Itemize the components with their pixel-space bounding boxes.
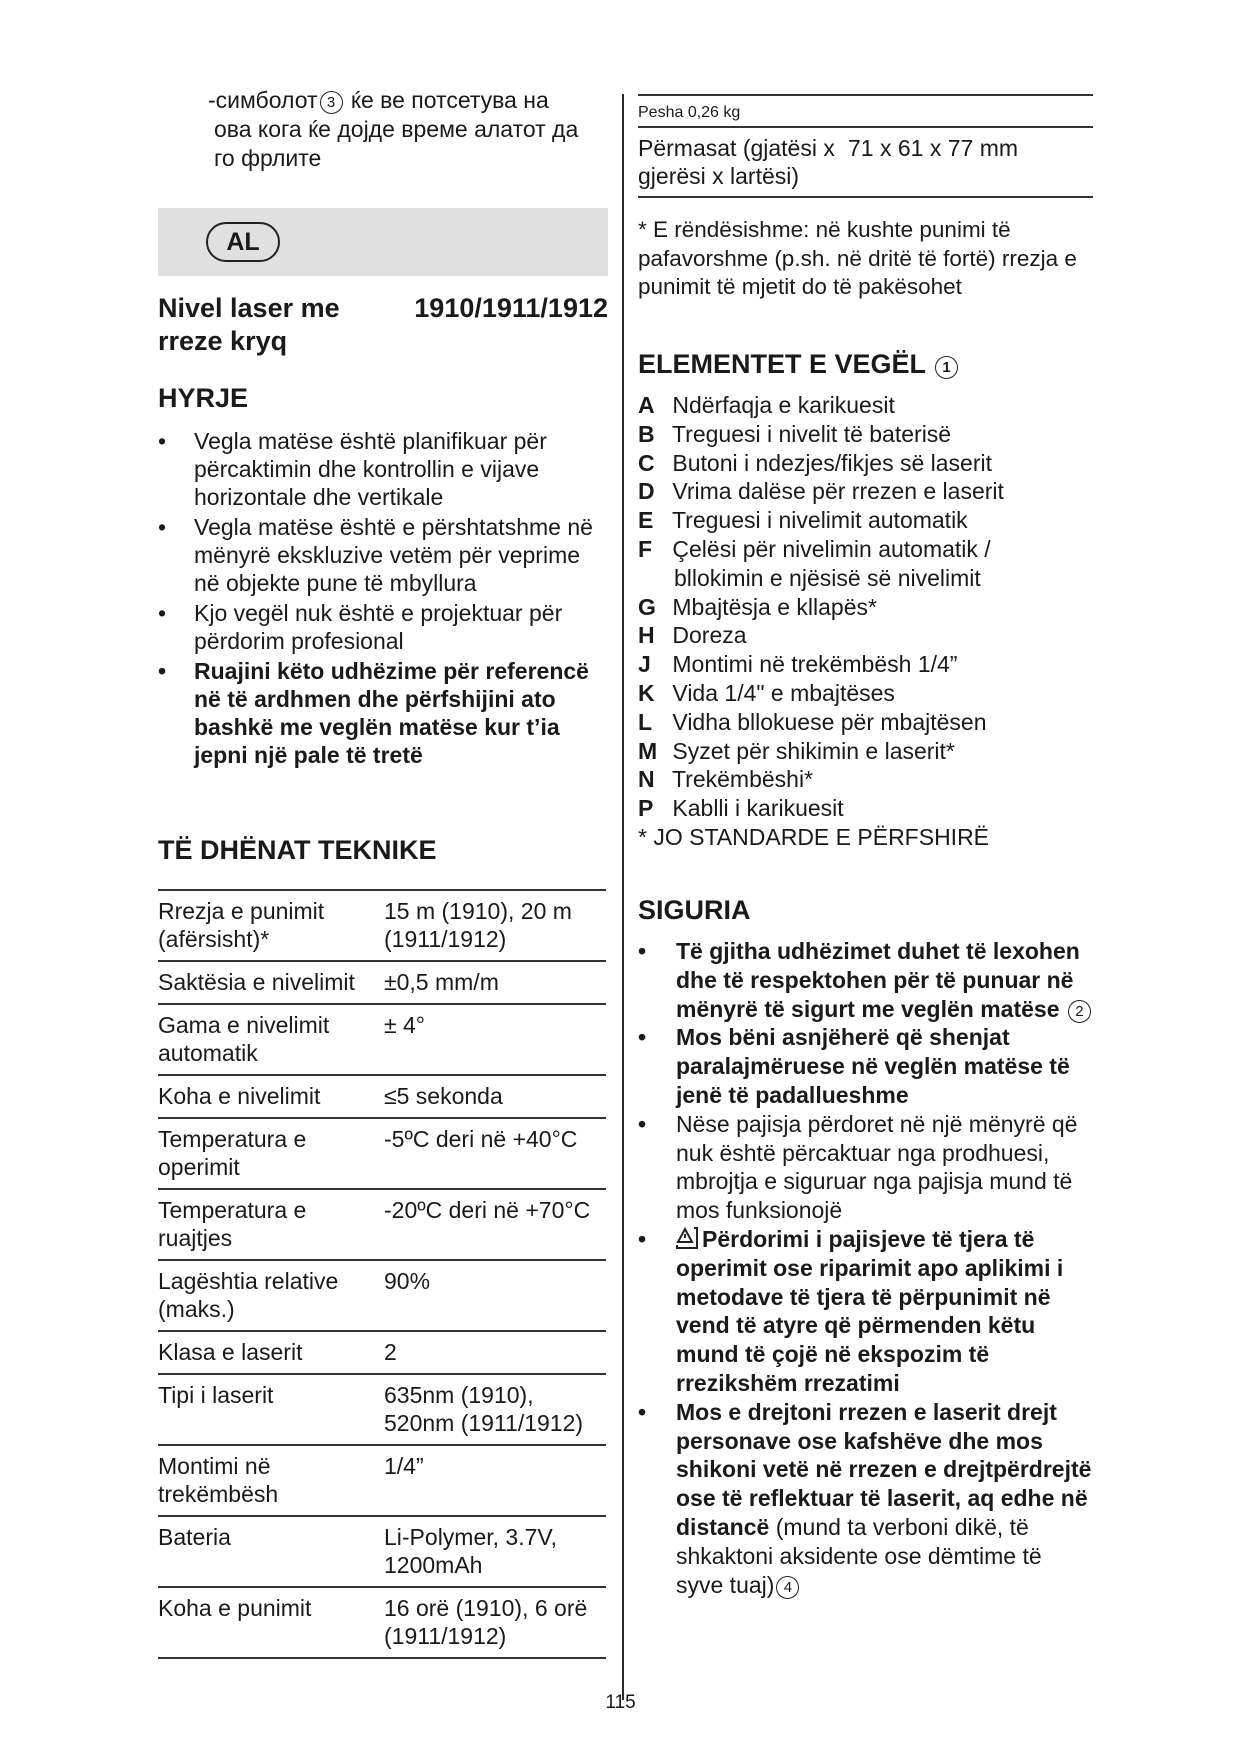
column-divider <box>622 94 624 1700</box>
hyrje-bullet: • Kjo vegël nuk është e projektuar për përdorim profesional <box>158 599 606 655</box>
elements-list <box>638 391 1093 852</box>
product-title-line2: rreze kryq <box>158 326 288 356</box>
element-item: P Kablli i karikuesit <box>638 795 844 822</box>
safety-bullet: • Nëse pajisja përdoret në një mënyrë që nuk është përcaktuar nga prodhuesi, mbrojtja e siguruar nga pajisja mund të mos funksionojë <box>638 1110 1093 1225</box>
tech-row: Saktësia e nivelimit ±0,5 mm/m <box>158 961 606 1004</box>
safety-bullet: • Mos bëni asnjëherë që shenjat paralajmëruese në veglën matëse të jenë të padallueshme <box>638 1023 1093 1109</box>
tech-row: Koha e nivelimit ≤5 sekonda <box>158 1075 606 1118</box>
dims-label: Përmasat (gjatësi x gjerësi x lartësi) <box>638 135 835 189</box>
element-item: C Butoni i ndezjes/fikjes së laserit <box>638 449 992 476</box>
right-specs <box>638 94 1093 302</box>
ref-circle-1: 1 <box>935 356 958 379</box>
language-banner <box>158 208 608 276</box>
element-item-continued: bllokimin e njësisë së nivelimit <box>674 564 981 591</box>
tech-row: Montimi në trekëmbësh 1/4” <box>158 1445 606 1516</box>
section-elements <box>638 348 1093 852</box>
elements-heading: ELEMENTET E VEGËL 1 <box>638 348 1093 381</box>
element-item: L Vidha bllokuese për mbajtësen <box>638 708 987 735</box>
dims-row <box>638 126 1093 198</box>
product-title <box>158 292 608 358</box>
element-item: N Trekëmbëshi* <box>638 766 814 793</box>
tech-row: Lagështia relative (maks.) 90% <box>158 1260 606 1331</box>
tech-row: Bateria Li-Polymer, 3.7V, 1200mAh <box>158 1516 606 1587</box>
element-item: H Doreza <box>638 622 747 649</box>
page-number: 115 <box>605 1692 636 1713</box>
safety-list <box>638 937 1093 1599</box>
element-item: A Ndërfaqja e karikuesit <box>638 392 895 418</box>
section-tech <box>158 834 606 1659</box>
weight-row: Pesha 0,26 kg <box>638 94 1093 126</box>
range-note: * E rëndësishme: në kushte punimi të pafavorshme (p.sh. në dritë të fortë) rrezja e punimit të mjetit do të pakësohet <box>638 217 1077 299</box>
product-title-line1: Nivel laser me <box>158 293 340 323</box>
safety-bullet: • Përdorimi i pajisjeve të tjera të operimit ose riparimit apo aplikimi i metodave të tjera të përpunimit në vend të atyre që përmenden këtu mund të çojë në ekspozim të rrezikshëm rrezatimi <box>638 1225 1093 1398</box>
section-hyrje <box>158 382 606 771</box>
hyrje-bullet: • Vegla matëse është e përshtatshme në mënyrë ekskluzive vetëm për veprime në objekte pune të mbyllura <box>158 513 606 597</box>
tech-table <box>158 889 606 1659</box>
tech-row: Koha e punimit 16 orë (1910), 6 orë (1911/1912) <box>158 1587 606 1658</box>
hyrje-heading: HYRJE <box>158 383 249 413</box>
section-safety <box>638 894 1093 1599</box>
hyrje-bullet-bold: • Ruajini këto udhëzime për referencë në të ardhmen dhe përfshijini ato bashkë me veglën matëse kur t’ia jepni një pale të tretë <box>158 657 606 769</box>
element-item: F Çelësi për nivelimin automatik / <box>638 535 991 562</box>
dims-value: 71 x 61 x 77 mm <box>848 135 1019 161</box>
tech-row: Gama e nivelimit automatik ± 4° <box>158 1004 606 1075</box>
element-item: B Treguesi i nivelit të baterisë <box>638 420 952 447</box>
ref-circle-4: 4 <box>776 1576 799 1599</box>
safety-heading: SIGURIA <box>638 895 751 925</box>
safety-bullet: • Të gjitha udhëzimet duhet të lexohen dhe të respektohen për të punuar në mënyrë të sigurt me veglën matëse 2 <box>638 937 1093 1023</box>
tech-row: Rrezja e punimit (afërsisht)* 15 m (1910), 20 m (1911/1912) <box>158 890 606 961</box>
element-item: D Vrima dalëse për rrezen e laserit <box>638 478 1004 505</box>
elements-footnote: * JO STANDARDE E PËRFSHIRË <box>638 823 990 850</box>
warning-icon <box>676 1227 698 1249</box>
tech-heading: TË DHËNAT TEKNIKE <box>158 835 437 865</box>
language-badge: AL <box>206 222 280 262</box>
element-item: G Mbajtësja e kllapës* <box>638 593 877 620</box>
ref-circle-2: 2 <box>1068 1000 1091 1023</box>
tech-row: Temperatura e operimit -5ºC deri në +40°C <box>158 1118 606 1189</box>
intro-line2: ова кога ќе дојде време алатот да <box>214 116 579 142</box>
hyrje-bullet: • Vegla matëse është planifikuar për përcaktimin dhe kontrollin e vijave horizontale dhe vertikale <box>158 427 606 511</box>
tech-row: Temperatura e ruajtjes -20ºC deri në +70°C <box>158 1189 606 1260</box>
tech-row: Klasa e laserit 2 <box>158 1331 606 1374</box>
ref-circle-3: 3 <box>320 91 343 114</box>
hyrje-list <box>158 427 606 769</box>
product-models: 1910/1911/1912 <box>414 293 608 323</box>
intro-macedonian <box>158 86 606 173</box>
element-item: K Vida 1/4" e mbajtëses <box>638 679 895 706</box>
element-item: J Montimi në trekëmbësh 1/4” <box>638 651 958 678</box>
intro-line3: го фрлите <box>214 145 322 171</box>
tech-row: Tipi i laserit 635nm (1910), 520nm (1911/1912) <box>158 1374 606 1445</box>
element-item: E Treguesi i nivelimit automatik <box>638 507 968 534</box>
element-item: M Syzet për shikimin e laserit* <box>638 737 955 764</box>
intro-line1: -симболот 3 ќе ве потсетува на <box>208 87 549 113</box>
safety-bullet: • Mos e drejtoni rrezen e laserit drejt personave ose kafshëve dhe mos shikoni vetë në rrezen e drejtpërdrejtë ose të reflektuar të laserit, aq edhe në distancë (mund ta verboni dikë, të shkaktoni aksidente ose dëmtime të syve tuaj) 4 <box>638 1398 1093 1600</box>
